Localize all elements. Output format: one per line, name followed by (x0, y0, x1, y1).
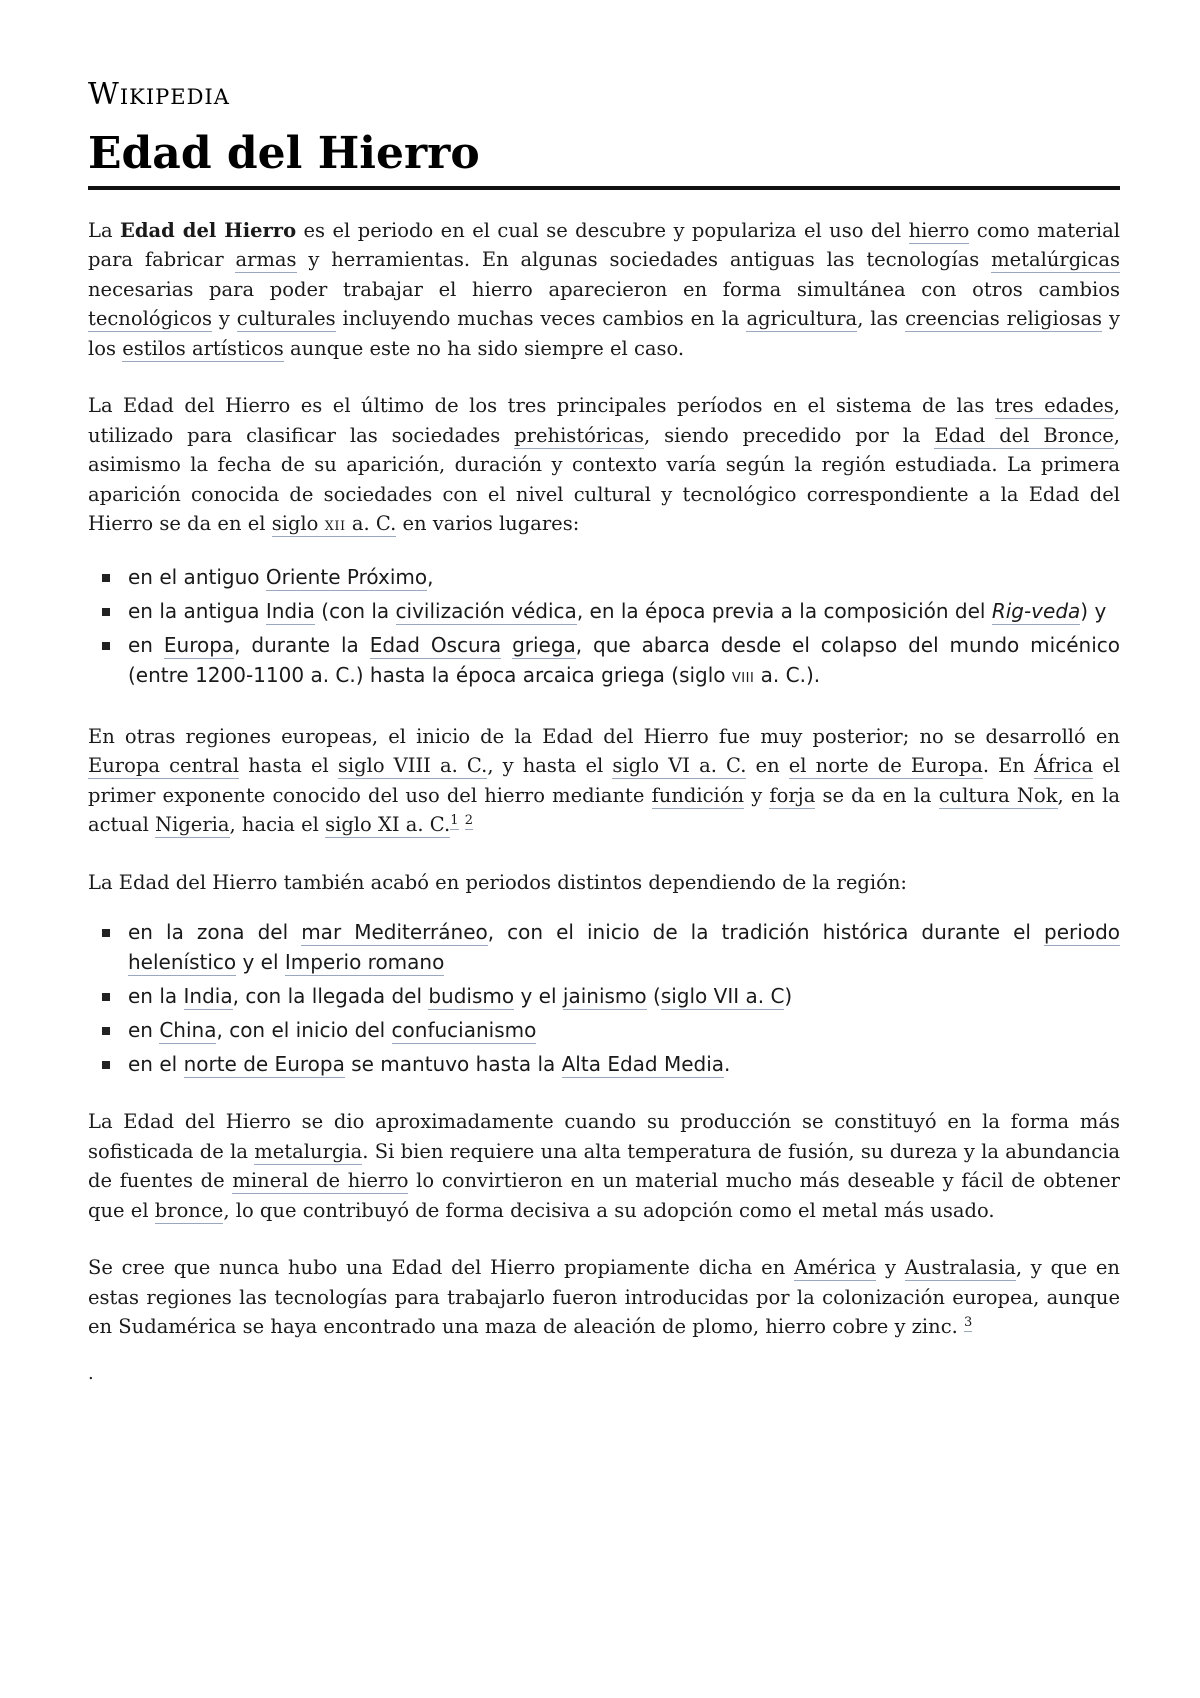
bullet-icon (102, 574, 110, 582)
bullet-icon (102, 608, 110, 616)
text: incluyendo muchas veces cambios en la (335, 307, 747, 331)
link-australasia[interactable]: Australasia (904, 1256, 1016, 1280)
text: y (744, 783, 770, 807)
text: el primer exponente conocido del uso del hierro mediante (88, 754, 1120, 807)
text: . (724, 1052, 731, 1077)
wikipedia-logo[interactable] (88, 78, 1120, 111)
link-siglo-viii[interactable]: siglo VIII a. C. (337, 754, 488, 778)
link-metalurgicas[interactable]: metalúrgicas (991, 248, 1120, 272)
link-periodo-helenistico[interactable]: periodo helenístico (128, 920, 1120, 975)
link-hierro[interactable]: hierro (908, 218, 970, 242)
link-armas[interactable]: armas (235, 248, 297, 272)
link-china[interactable]: China (159, 1018, 217, 1043)
link-agricultura[interactable]: agricultura (746, 307, 858, 331)
link-cultura-nok[interactable]: cultura Nok (938, 783, 1058, 807)
link-imperio-romano[interactable]: Imperio romano (284, 950, 445, 975)
link-alta-edad-media[interactable]: Alta Edad Media (561, 1052, 725, 1077)
text: , siendo precedido por la (644, 423, 935, 447)
text: en el antiguo (128, 564, 266, 589)
link-america[interactable]: América (793, 1256, 877, 1280)
text: en la zona del (128, 920, 302, 945)
text: en varios lugares: (396, 512, 580, 536)
link-culturales[interactable]: culturales (236, 307, 336, 331)
link-fundicion[interactable]: fundición (651, 783, 745, 807)
link-bronce[interactable]: bronce (154, 1198, 224, 1222)
text: como material para fabricar (88, 218, 1120, 272)
regions-end-list (88, 917, 1120, 1079)
text: a. C.). (754, 662, 821, 687)
article (88, 78, 1120, 1384)
text: , con la llegada del (232, 984, 429, 1009)
text: , con el inicio del (216, 1018, 392, 1043)
paragraph-america (88, 1253, 1120, 1342)
link-siglo-vii[interactable]: siglo VII a. C (660, 984, 785, 1009)
text: , hacia el (229, 813, 326, 837)
list-item (88, 630, 1120, 694)
text: , las (857, 307, 906, 331)
list-item (88, 1015, 1120, 1045)
text: siglo (271, 512, 325, 536)
text: es el periodo en el cual se descubre y populariza el uso del (296, 218, 909, 242)
text: , (427, 564, 434, 589)
text: , utilizado para clasificar las sociedades (88, 394, 1120, 447)
text: , y que en estas regiones las tecnologías para trabajarlo fueron introducidas por la colonización europea, aunque en Sudamérica se haya encontrado una maza de aleación de plomo, hierro cobre y zinc. (88, 1256, 1120, 1339)
list-item (88, 562, 1120, 592)
bullet-icon (102, 929, 110, 937)
link-forja[interactable]: forja (769, 783, 816, 807)
trailing-dot: . (88, 1362, 94, 1384)
text: , durante la (234, 632, 370, 657)
bullet-icon (102, 1027, 110, 1035)
link-creencias-religiosas[interactable]: creencias religiosas (905, 307, 1103, 331)
bullet-icon (102, 993, 110, 1001)
link-griega[interactable]: griega (512, 632, 576, 657)
list-item (88, 596, 1120, 626)
roman-numeral: VIII (731, 670, 755, 686)
paragraph-tres-edades (88, 391, 1120, 542)
text: se da en la (815, 783, 939, 807)
link-norte-de-europa-2[interactable]: norte de Europa (183, 1052, 345, 1077)
link-mineral-de-hierro[interactable]: mineral de hierro (232, 1169, 409, 1193)
text: , en la época previa a la composición del (576, 598, 992, 623)
text: y herramientas. En algunas sociedades antiguas las tecnologías (296, 248, 992, 272)
link-india[interactable]: India (265, 598, 315, 623)
text: ) (784, 984, 793, 1009)
link-edad-oscura[interactable]: Edad Oscura (369, 632, 502, 657)
text: y los (88, 307, 1120, 360)
text: a. C. (345, 512, 397, 536)
link-siglo-xi[interactable]: siglo XI a. C. (325, 813, 451, 837)
text: La Edad del Hierro se dio aproximadamente cuando su producción se constituyó en la forma más sofisticada de la (88, 1110, 1120, 1163)
text: en la antigua (128, 598, 266, 623)
link-tecnologicos[interactable]: tecnológicos (88, 307, 212, 331)
text (501, 633, 512, 657)
text: , y hasta el (487, 754, 613, 778)
link-oriente-proximo[interactable]: Oriente Próximo (265, 564, 428, 589)
reference-3[interactable] (964, 1315, 972, 1332)
text: . En (982, 754, 1035, 778)
bullet-icon (102, 642, 110, 650)
link-india-2[interactable]: India (183, 984, 233, 1009)
text: , asimismo la fecha de su aparición, duración y contexto varía según la región estudiada. La primera aparición conocida de sociedades con el nivel cultural y tecnológico correspondiente a la Edad del Hierro se da en el (88, 423, 1120, 536)
logo-text: Wikipedia (88, 77, 230, 112)
text: ( (646, 984, 661, 1009)
paragraph-intro (88, 216, 1120, 364)
link-nigeria[interactable]: Nigeria (155, 813, 230, 837)
link-norte-de-europa[interactable]: el norte de Europa (788, 754, 983, 778)
text: en (128, 632, 164, 657)
text: y (211, 307, 237, 331)
text: en (746, 754, 789, 778)
link-siglo-xii[interactable] (272, 512, 397, 537)
text: , en la actual (88, 783, 1120, 837)
text: y el (514, 984, 563, 1009)
paragraph-metalurgia (88, 1107, 1120, 1225)
text: se mantuvo hasta la (344, 1052, 562, 1077)
text: En otras regiones europeas, el inicio de la Edad del Hierro fue muy posterior; no se desarrolló en (88, 724, 1120, 748)
link-estilos-artisticos[interactable]: estilos artísticos (122, 336, 284, 360)
text: aunque este no ha sido siempre el caso. (283, 336, 685, 360)
text: y (876, 1256, 905, 1280)
link-rig-veda[interactable]: Rig-veda (991, 598, 1081, 623)
link-civilizacion-vedica[interactable]: civilización védica (395, 598, 577, 623)
link-europa-central[interactable]: Europa central (88, 754, 240, 778)
text: lo convirtieron en un material mucho más deseable y fácil de obtener que el (88, 1169, 1120, 1222)
reference-link[interactable]: 2 (464, 812, 473, 828)
link-mar-mediterraneo[interactable]: mar Mediterráneo (301, 920, 488, 945)
text: , con el inicio de la tradición histórica durante el (487, 920, 1045, 945)
text: y el (236, 950, 285, 975)
link-siglo-vi[interactable]: siglo VI a. C. (612, 754, 747, 778)
text: ) y (1080, 598, 1107, 623)
text: La Edad del Hierro es el último de los tres principales períodos en el sistema de las (88, 394, 995, 418)
text: , lo que contribuyó de forma decisiva a su adopción como el metal más usado. (223, 1198, 995, 1222)
text: en la (128, 984, 184, 1009)
link-budismo[interactable]: budismo (428, 984, 515, 1009)
list-item (88, 981, 1120, 1011)
paragraph-end-intro: La Edad del Hierro también acabó en periodos distintos dependiendo de la región: (88, 870, 907, 894)
roman-numeral: XII (324, 519, 346, 535)
text: , que abarca desde el colapso del mundo micénico (entre 1200-1100 a. C.) hasta la época arcaica griega (siglo (128, 632, 1120, 687)
reference-1[interactable] (450, 813, 458, 830)
link-africa[interactable]: África (1034, 754, 1094, 778)
text: La (88, 218, 121, 242)
bold-term: Edad del Hierro (120, 218, 297, 242)
bullet-icon (102, 1061, 110, 1069)
paragraph-europe-africa (88, 722, 1120, 840)
regions-start-list (88, 562, 1120, 694)
list-item (88, 1049, 1120, 1079)
text: en el (128, 1052, 184, 1077)
link-prehistoricas[interactable]: prehistóricas (514, 423, 645, 447)
link-europa[interactable]: Europa (163, 632, 235, 657)
link-edad-del-bronce[interactable]: Edad del Bronce (934, 423, 1114, 447)
link-metalurgia[interactable]: metalurgia (254, 1139, 363, 1163)
text: necesarias para poder trabajar el hierro aparecieron en forma simultánea con otros cambios (88, 277, 1120, 301)
reference-2[interactable] (465, 813, 473, 830)
text: hasta el (239, 754, 338, 778)
page-title: Edad del Hierro (88, 129, 1120, 190)
link-tres-edades[interactable]: tres edades (994, 394, 1114, 418)
link-confucianismo[interactable]: confucianismo (391, 1018, 537, 1043)
reference-link[interactable]: 3 (964, 1314, 973, 1330)
list-item (88, 917, 1120, 977)
text: . Si bien requiere una alta temperatura de fusión, su dureza y la abundancia de fuentes de (88, 1139, 1120, 1193)
text: en (128, 1018, 160, 1043)
text: Se cree que nunca hubo una Edad del Hierro propiamente dicha en (88, 1256, 794, 1280)
link-jainismo[interactable]: jainismo (562, 984, 647, 1009)
text: (con la (314, 598, 396, 623)
reference-link[interactable]: 1 (450, 812, 459, 828)
